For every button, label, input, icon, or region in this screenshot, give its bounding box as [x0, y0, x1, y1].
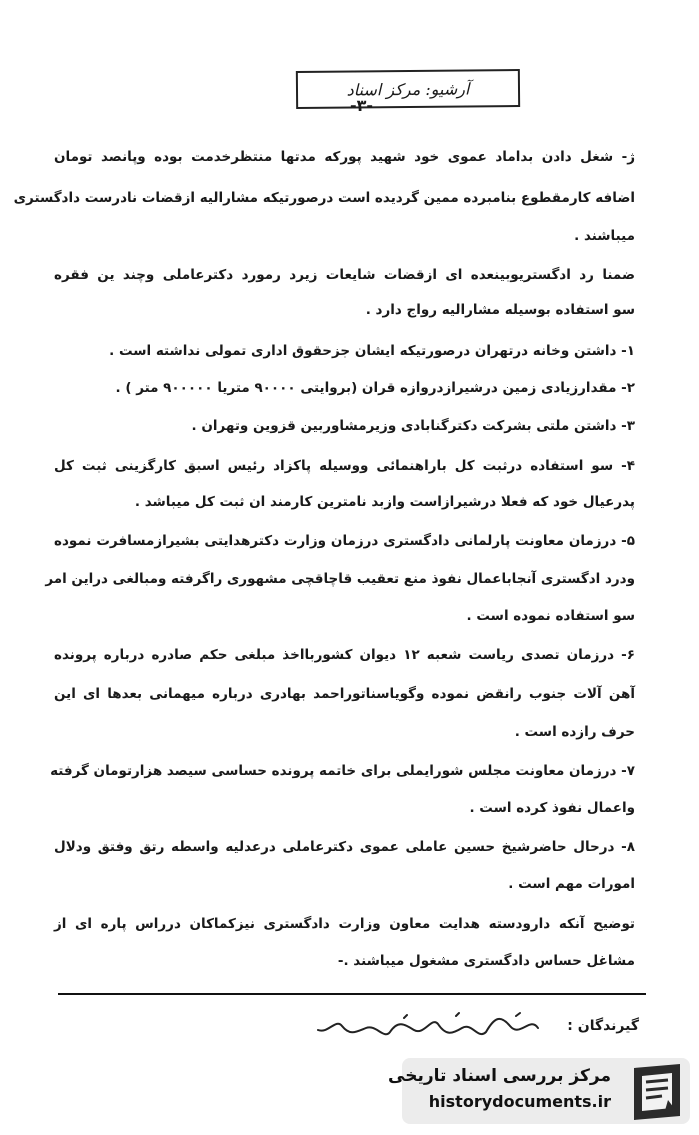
- body-line: ۸- درحال حاضرشیخ حسین عاملی عموی دکترعاملی درعدلیه واسطه رتق وفتق ودلال: [54, 839, 635, 855]
- divider-rule: [58, 993, 646, 995]
- body-line: سو استفاده نموده است .: [466, 608, 635, 624]
- body-line: ضمنا رد ادگستریوبینعده ای ازقضات شایعات زیرد رمورد دکترعاملی وچند ین فقره: [54, 267, 635, 283]
- body-line: مشاغل حساس دادگستری مشغول میباشند .-: [337, 953, 635, 969]
- archive-stamp: [296, 69, 520, 109]
- body-line: پدرعیال خود که فعلا درشیرازاست وازبد نامترین کارمند ان ثبت کل میباشد .: [134, 494, 635, 510]
- body-line: ۷- درزمان معاونت مجلس شورایملی برای خاتمه پرونده حساسی سیصد هزارتومان گرفته: [50, 763, 635, 779]
- body-line: ۲- مقدارزیادی زمین درشیرازدروازه قران (بروایتی ۹۰۰۰۰ متریا ۹۰۰۰۰۰ متر ) .: [115, 380, 635, 396]
- watermark-title: مرکز بررسی اسناد تاریخی: [388, 1066, 611, 1086]
- body-line: امورات مهم است .: [508, 876, 635, 892]
- body-line: سو استفاده بوسیله مشارالیه رواج دارد .: [365, 302, 635, 318]
- watermark-url: historydocuments.ir: [428, 1092, 611, 1111]
- body-line: آهن آلات جنوب رانقض نموده وگویاسناتوراحمد بهادری درباره میهمانی بعدها ای این: [54, 686, 635, 702]
- body-line: ۶- درزمان تصدی ریاست شعبه ۱۲ دیوان کشوربااخذ مبلغی حکم صادره درباره پرونده: [54, 647, 635, 663]
- body-line: ۴- سو استفاده درثبت کل باراهنمائی ووسیله پاکزاد رئیس اسبق کارگزینی ثبت کل: [54, 458, 635, 474]
- archive-stamp-text: آرشیو: مرکز اسناد: [346, 78, 470, 100]
- body-line: واعمال نفوذ کرده است .: [469, 800, 635, 816]
- recipients-label: گیرندگان :: [567, 1018, 639, 1034]
- body-line: میباشند .: [574, 228, 635, 244]
- body-line: ۵- درزمان معاونت پارلمانی دادگستری درزمان وزارت دکترهدایتی بشیرازمسافرت نموده: [54, 533, 635, 549]
- body-line: اضافه کارمقطوع بنامبرده ممین گردیده است درصورتیکه مشارالیه ازقضات نادرست دادگستری: [13, 190, 635, 206]
- body-line: ۱- داشتن وخانه درتهران درصورتیکه ایشان جزحقوق اداری تمولی نداشته است .: [109, 343, 635, 359]
- body-line: حرف رازده است .: [514, 724, 635, 740]
- body-line: ودرد ادگستری آنجاباعمال نفوذ منع تعقیب قاچاقچی مشهوری راگرفته ومبالغی دراین امر: [45, 571, 635, 587]
- page-number: -۳-: [350, 96, 374, 115]
- body-line: ۳- داشتن ملتی بشرکت دکترگنابادی وزیرمشاوربین قزوین وتهران .: [191, 418, 635, 434]
- body-line: توضیح آنکه دارودسته هدایت معاون وزارت دادگستری نیزکماکان درراس پاره ای از: [54, 916, 635, 932]
- body-line: ژ- شغل دادن بداماد عموی خود شهید پورکه مدتها منتظرخدمت بوده وپانصد تومان: [54, 149, 635, 165]
- archive-logo-icon: [628, 1060, 686, 1124]
- handwritten-note: [306, 1010, 546, 1044]
